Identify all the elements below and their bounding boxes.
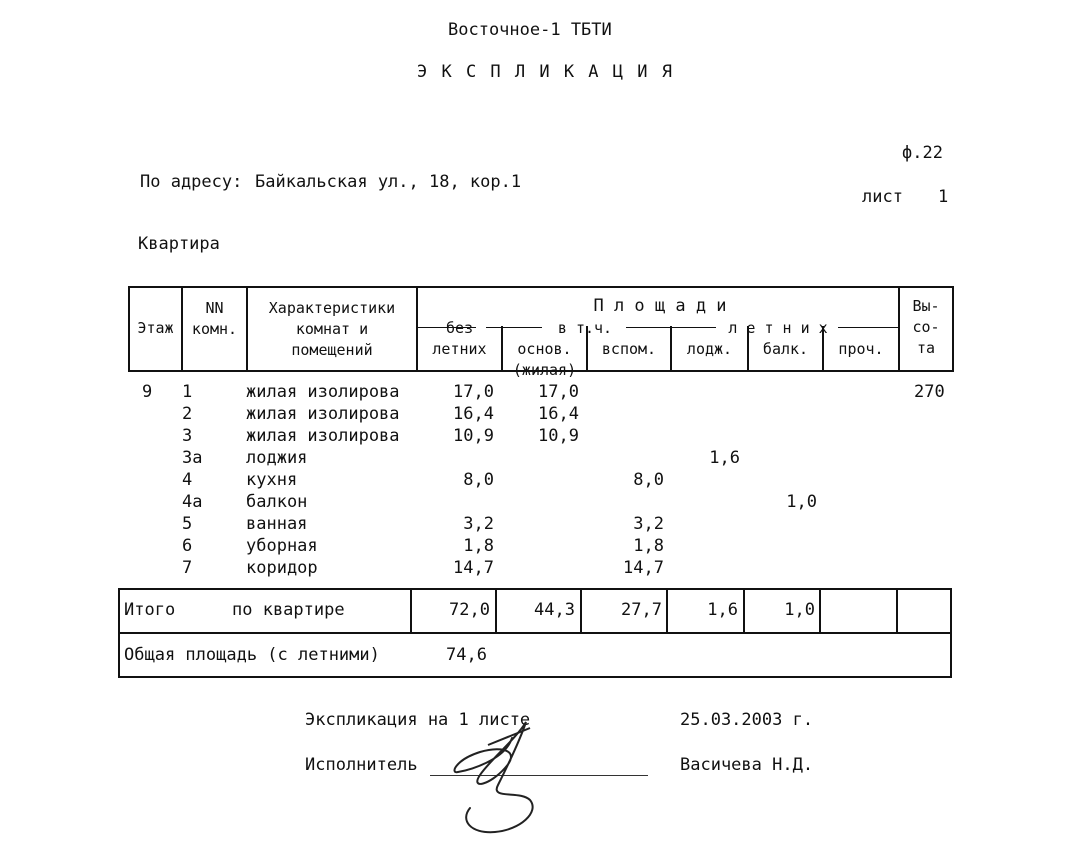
room-total-area: 1,8: [463, 536, 494, 556]
room-name: жилая изолирова: [246, 426, 400, 446]
totals-label: Итого: [124, 600, 176, 620]
room-total-area: 16,4: [453, 404, 494, 424]
form-number: ф.22: [902, 143, 943, 163]
room-number: 6: [182, 536, 193, 556]
room-name: ванная: [246, 514, 308, 534]
room-number: 2: [182, 404, 193, 424]
total-main: 44,3: [534, 600, 575, 620]
room-balcony-area: 1,0: [786, 492, 817, 512]
col-main-living: основ. (жилая): [512, 340, 577, 379]
room-main-area: 16,4: [538, 404, 579, 424]
room-main-area: 10,9: [538, 426, 579, 446]
room-number: 3а: [182, 448, 203, 468]
room-main-area: 17,0: [538, 382, 579, 402]
room-name: балкон: [246, 492, 308, 512]
room-total-area: 3,2: [463, 514, 494, 534]
overall-area-label: Общая площадь (с летними): [124, 645, 380, 665]
summer-label: л е т н и х: [728, 319, 828, 337]
room-number: 7: [182, 558, 193, 578]
total-aux: 27,7: [621, 600, 662, 620]
org-name: Восточное-1 ТБТИ: [448, 20, 612, 40]
room-aux-area: 3,2: [633, 514, 664, 534]
col-height: Вы- со- та: [912, 297, 940, 357]
sheet-label: лист: [862, 187, 903, 207]
room-total-area: 8,0: [463, 470, 494, 490]
room-total-area: 10,9: [453, 426, 494, 446]
room-total-area: 17,0: [453, 382, 494, 402]
room-number: 1: [182, 382, 193, 402]
room-number: 4а: [182, 492, 203, 512]
incl-label: в т.ч.: [557, 319, 613, 337]
col-number: NN комн.: [191, 299, 238, 338]
room-name: лоджия: [246, 448, 308, 468]
col-loggia: лодж.: [686, 340, 733, 358]
room-name: уборная: [246, 536, 318, 556]
room-name: коридор: [246, 558, 318, 578]
sheet-number: 1: [938, 187, 949, 207]
date: 25.03.2003 г.: [680, 710, 814, 730]
room-aux-area: 8,0: [633, 470, 664, 490]
col-other: проч.: [838, 340, 884, 358]
height-value: 270: [914, 382, 945, 402]
total-balcony: 1,0: [784, 600, 815, 620]
col-balcony: балк.: [762, 340, 809, 358]
address-label: По адресу:: [140, 172, 243, 192]
room-name: жилая изолирова: [246, 404, 400, 424]
col-characteristics: Характеристики комнат и помещений: [268, 299, 396, 359]
col-auxiliary: вспом.: [601, 340, 657, 358]
totals-sublabel: по квартире: [232, 600, 345, 620]
room-number: 5: [182, 514, 193, 534]
sheets-note: Экспликация на 1 листе: [305, 710, 531, 730]
col-without-summer: без летних: [432, 319, 487, 358]
room-loggia-area: 1,6: [709, 448, 740, 468]
address-value: Байкальская ул., 18, кор.1: [255, 172, 522, 192]
floor-value: 9: [142, 382, 153, 402]
executor-name: Васичева Н.Д.: [680, 755, 814, 775]
object-type: Квартира: [138, 234, 220, 254]
areas-title: П л о щ а д и: [593, 296, 727, 316]
room-aux-area: 1,8: [633, 536, 664, 556]
signature-line: [430, 775, 648, 776]
room-name: жилая изолирова: [246, 382, 400, 402]
room-name: кухня: [246, 470, 298, 490]
total-loggia: 1,6: [707, 600, 738, 620]
room-aux-area: 14,7: [623, 558, 664, 578]
total-without-summer: 72,0: [449, 600, 490, 620]
room-number: 4: [182, 470, 193, 490]
overall-area-value: 74,6: [446, 645, 487, 665]
room-total-area: 14,7: [453, 558, 494, 578]
room-number: 3: [182, 426, 193, 446]
executor-label: Исполнитель: [305, 755, 418, 775]
document-title: Э К С П Л И К А Ц И Я: [417, 62, 674, 82]
col-floor: Этаж: [137, 319, 174, 337]
